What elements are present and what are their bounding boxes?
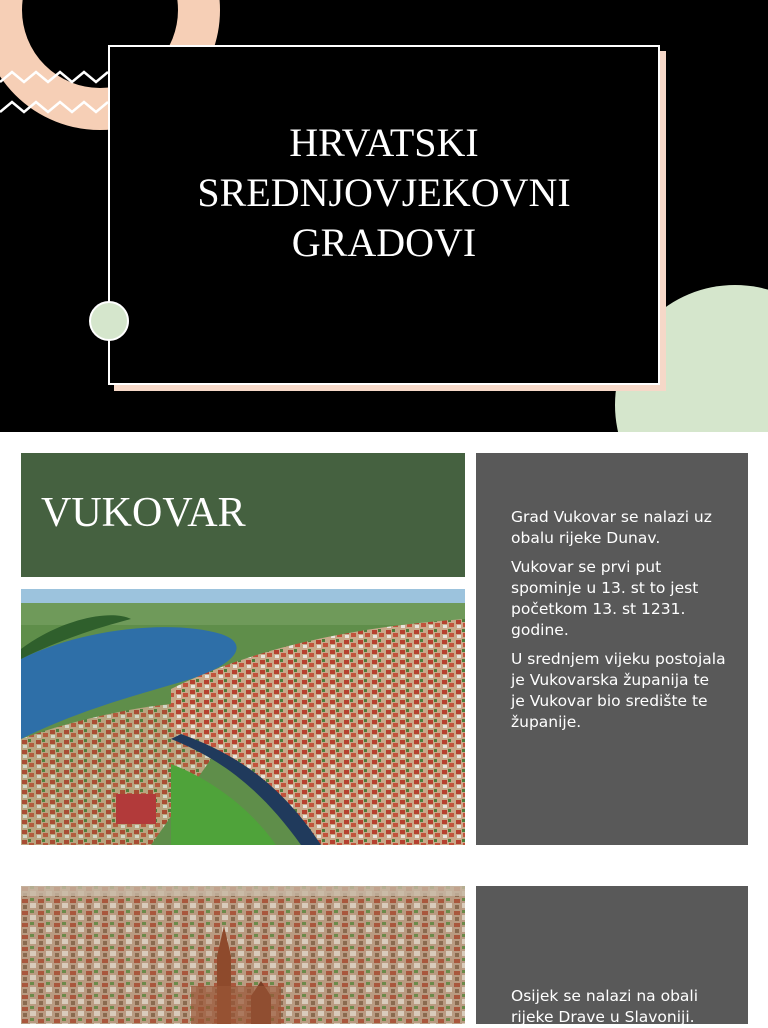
title-line: HRVATSKI bbox=[289, 120, 479, 165]
zigzag-decoration bbox=[0, 68, 110, 120]
osijek-info-panel bbox=[476, 886, 748, 1024]
info-paragraph: Vukovar se prvi put spominje u 13. st to jest početkom 13. st 1231. godine. bbox=[511, 558, 699, 639]
vukovar-aerial-photo bbox=[21, 589, 465, 845]
city-name: VUKOVAR bbox=[41, 490, 246, 536]
city-header bbox=[21, 453, 465, 577]
title-slide bbox=[0, 0, 768, 432]
title-line: GRADOVI bbox=[291, 220, 477, 265]
vukovar-info-panel bbox=[476, 453, 748, 845]
presentation-title bbox=[108, 118, 660, 268]
info-paragraph: Osijek se nalazi na obali rijeke Drave u Slavoniji. bbox=[511, 987, 699, 1026]
info-paragraph: U srednjem vijeku postojala je Vukovarska županija te je Vukovar bio središte te županije. bbox=[511, 650, 726, 731]
decorative-small-circle bbox=[89, 301, 129, 341]
info-paragraph: Grad Vukovar se nalazi uz obalu rijeke Dunav. bbox=[511, 508, 712, 547]
title-line: SREDNJOVJEKOVNI bbox=[197, 170, 571, 215]
osijek-aerial-photo bbox=[21, 886, 465, 1024]
